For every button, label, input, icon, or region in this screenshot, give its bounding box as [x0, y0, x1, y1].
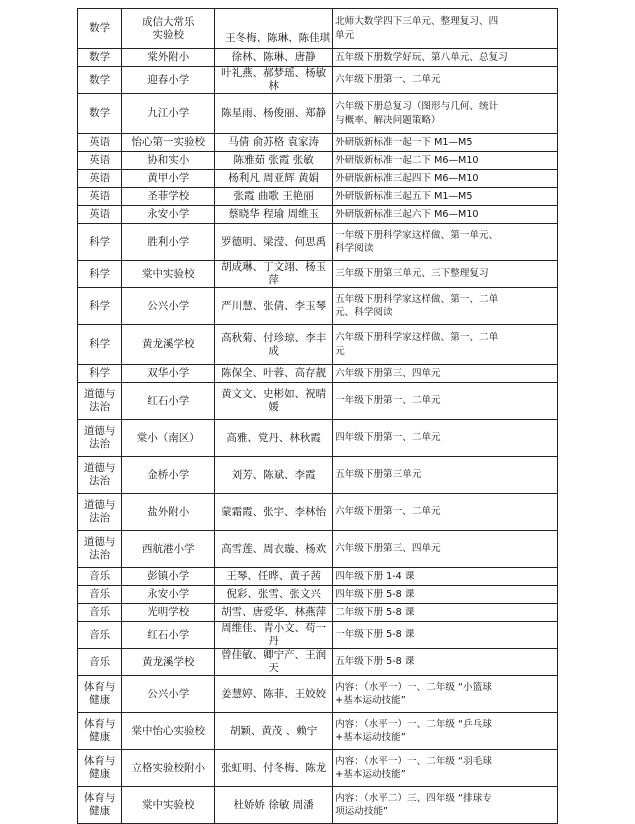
content-cell: 五年级下册数学好玩、第八单元、总复习	[333, 49, 558, 67]
subject-cell: 英语	[78, 170, 122, 188]
teachers-cell: 严川慧、张倩、李玉琴	[215, 288, 333, 325]
table-row	[78, 494, 558, 531]
subject-cell: 道德与 法治	[78, 531, 122, 568]
school-cell: 棠中实验校	[122, 261, 215, 288]
teachers-cell: 陈星雨、杨俊丽、郑静	[215, 94, 333, 134]
school-cell: 盐外附小	[122, 494, 215, 531]
school-cell: 公兴小学	[122, 288, 215, 325]
content-cell: 六年级下册第一、二单元	[333, 494, 558, 531]
school-cell: 协和实小	[122, 152, 215, 170]
subject-cell: 英语	[78, 152, 122, 170]
table-row	[78, 188, 558, 206]
teachers-cell: 胡成琳、丁文翊、杨玉萍	[215, 261, 333, 288]
school-cell: 迎春小学	[122, 67, 215, 94]
teachers-cell: 蒙霜霞、张宇、李林怡	[215, 494, 333, 531]
table-row	[78, 170, 558, 188]
subject-cell: 体育与 健康	[78, 713, 122, 750]
content-cell: 四年级下册 5-8 课	[333, 586, 558, 604]
table-row	[78, 206, 558, 224]
subject-cell: 音乐	[78, 586, 122, 604]
teachers-cell: 杜娇娇 徐敏 周潘	[215, 787, 333, 824]
content-cell: 一年级下册 5-8 课	[333, 622, 558, 649]
subject-cell: 音乐	[78, 604, 122, 622]
school-cell: 黄甲小学	[122, 170, 215, 188]
course-schedule-table	[77, 8, 558, 824]
subject-cell: 数学	[78, 67, 122, 94]
subject-cell: 道德与 法治	[78, 383, 122, 420]
teachers-cell: 叶礼燕、郝梦瑶、杨敏林	[215, 67, 333, 94]
teachers-cell: 陈保全、叶蓉、高存靓	[215, 365, 333, 383]
content-cell: 外研版新标准三起四下 M6—M10	[333, 170, 558, 188]
table-row	[78, 420, 558, 457]
content-cell: 内容：（水平一）一、二年级 “乒乓球 +基本运动技能”	[333, 713, 558, 750]
school-cell: 永安小学	[122, 206, 215, 224]
table-row	[78, 750, 558, 787]
content-cell: 三年级下册第三单元、三下整理复习	[333, 261, 558, 288]
table-row	[78, 224, 558, 261]
school-cell: 棠中怡心实验校	[122, 713, 215, 750]
subject-cell: 体育与 健康	[78, 750, 122, 787]
school-cell: 永安小学	[122, 586, 215, 604]
content-cell: 一年级下册科学家这样做、第一单元、 科学阅读	[333, 224, 558, 261]
subject-cell: 体育与 健康	[78, 676, 122, 713]
table-row	[78, 568, 558, 586]
subject-cell: 科学	[78, 365, 122, 383]
school-cell: 红石小学	[122, 383, 215, 420]
table-row	[78, 457, 558, 494]
teachers-cell: 张霞 曲歌 王艳丽	[215, 188, 333, 206]
table-row	[78, 676, 558, 713]
teachers-cell: 倪彩、张雪、张文兴	[215, 586, 333, 604]
subject-cell: 科学	[78, 261, 122, 288]
content-cell: 内容：（水平一）一、二年级 “小篮球 +基本运动技能”	[333, 676, 558, 713]
subject-cell: 数学	[78, 94, 122, 134]
table-row	[78, 586, 558, 604]
school-cell: 棠外附小	[122, 49, 215, 67]
content-cell: 六年级下册第三、四单元	[333, 365, 558, 383]
schedule-table-body	[78, 9, 558, 824]
school-cell: 棠小（南区）	[122, 420, 215, 457]
content-cell: 内容：（水平一）一、二年级 “羽毛球 +基本运动技能”	[333, 750, 558, 787]
content-cell: 六年级下册第三、四单元	[333, 531, 558, 568]
subject-cell: 数学	[78, 49, 122, 67]
table-row	[78, 365, 558, 383]
subject-cell: 科学	[78, 224, 122, 261]
content-cell: 内容：（水平二）三、四年级 “排球专 项运动技能”	[333, 787, 558, 824]
school-cell: 红石小学	[122, 622, 215, 649]
teachers-cell: 高雪莲、周衣璇、杨欢	[215, 531, 333, 568]
subject-cell: 英语	[78, 188, 122, 206]
teachers-cell: 高雅、党丹、林秋霞	[215, 420, 333, 457]
teachers-cell: 胡雪、唐爱华、林燕萍	[215, 604, 333, 622]
table-row	[78, 604, 558, 622]
teachers-cell: 刘芳、陈斌、李霞	[215, 457, 333, 494]
subject-cell: 道德与 法治	[78, 457, 122, 494]
content-cell: 一年级下册第一、二单元	[333, 383, 558, 420]
school-cell: 双华小学	[122, 365, 215, 383]
table-row	[78, 9, 558, 49]
content-cell: 六年级下册总复习（图形与几何、统计 与概率、解决问题策略）	[333, 94, 558, 134]
table-row	[78, 787, 558, 824]
teachers-cell: 黄文文、史彬如、祝晴媛	[215, 383, 333, 420]
teachers-cell: 陈雅茹 张霞 张敏	[215, 152, 333, 170]
table-row	[78, 261, 558, 288]
teachers-cell: 杨利凡 周亚辉 黄娟	[215, 170, 333, 188]
teachers-cell: 蔡晓华 程瑜 周维玉	[215, 206, 333, 224]
subject-cell: 数学	[78, 9, 122, 49]
teachers-cell: 罗德明、梁滢、何思禹	[215, 224, 333, 261]
subject-cell: 体育与 健康	[78, 787, 122, 824]
table-row	[78, 649, 558, 676]
table-row	[78, 531, 558, 568]
table-row	[78, 67, 558, 94]
content-cell: 六年级下册第一、二单元	[333, 67, 558, 94]
content-cell: 四年级下册 1-4 课	[333, 568, 558, 586]
teachers-cell: 高秋菊、付珍琼、李丰成	[215, 325, 333, 365]
content-cell: 外研版新标准三起五下 M1—M5	[333, 188, 558, 206]
subject-cell: 科学	[78, 325, 122, 365]
school-cell: 公兴小学	[122, 676, 215, 713]
subject-cell: 音乐	[78, 649, 122, 676]
teachers-cell: 周维佳、青小文、苟一丹	[215, 622, 333, 649]
school-cell: 立格实验校附小	[122, 750, 215, 787]
school-cell: 彭镇小学	[122, 568, 215, 586]
school-cell: 圣菲学校	[122, 188, 215, 206]
school-cell: 黄龙溪学校	[122, 649, 215, 676]
school-cell: 怡心第一实验校	[122, 134, 215, 152]
content-cell: 四年级下册第一、二单元	[333, 420, 558, 457]
table-row	[78, 325, 558, 365]
table-row	[78, 713, 558, 750]
subject-cell: 科学	[78, 288, 122, 325]
content-cell: 外研版新标准一起二下 M6—M10	[333, 152, 558, 170]
content-cell: 外研版新标准三起六下 M6—M10	[333, 206, 558, 224]
school-cell: 九江小学	[122, 94, 215, 134]
teachers-cell: 张虹明、付冬梅、陈龙	[215, 750, 333, 787]
subject-cell: 音乐	[78, 568, 122, 586]
content-cell: 北师大数学四下三单元、整理复习、四 单元	[333, 9, 558, 49]
table-row	[78, 94, 558, 134]
subject-cell: 道德与 法治	[78, 420, 122, 457]
school-cell: 棠中实验校	[122, 787, 215, 824]
subject-cell: 英语	[78, 206, 122, 224]
subject-cell: 英语	[78, 134, 122, 152]
content-cell: 外研版新标准一起一下 M1—M5	[333, 134, 558, 152]
course-schedule-sheet	[77, 8, 558, 824]
content-cell: 六年级下册科学家这样做、第一、二单 元	[333, 325, 558, 365]
teachers-cell: 王琴、任晔、黄子茜	[215, 568, 333, 586]
teachers-cell: 徐林、陈琳、唐静	[215, 49, 333, 67]
content-cell: 五年级下册科学家这样做、第一、二单 元、科学阅读	[333, 288, 558, 325]
school-cell: 光明学校	[122, 604, 215, 622]
subject-cell: 音乐	[78, 622, 122, 649]
table-row	[78, 288, 558, 325]
table-row	[78, 383, 558, 420]
school-cell: 成信大常乐 实验校	[122, 9, 215, 49]
table-row	[78, 134, 558, 152]
school-cell: 黄龙溪学校	[122, 325, 215, 365]
teachers-cell: 姜慧婷、陈菲、王姣姣	[215, 676, 333, 713]
content-cell: 五年级下册 5-8 课	[333, 649, 558, 676]
table-row	[78, 622, 558, 649]
teachers-cell: 胡颖、黄茂 、赖宁	[215, 713, 333, 750]
content-cell: 二年级下册 5-8 课	[333, 604, 558, 622]
table-row	[78, 152, 558, 170]
teachers-cell: 马倩 俞苏格 袁家涛	[215, 134, 333, 152]
school-cell: 西航港小学	[122, 531, 215, 568]
teachers-cell: 王冬梅、陈琳、陈佳琪	[215, 9, 333, 49]
subject-cell: 道德与 法治	[78, 494, 122, 531]
content-cell: 五年级下册第三单元	[333, 457, 558, 494]
teachers-cell: 曾佳敏、卿宁产、王润天	[215, 649, 333, 676]
table-row	[78, 49, 558, 67]
school-cell: 胜利小学	[122, 224, 215, 261]
school-cell: 金桥小学	[122, 457, 215, 494]
